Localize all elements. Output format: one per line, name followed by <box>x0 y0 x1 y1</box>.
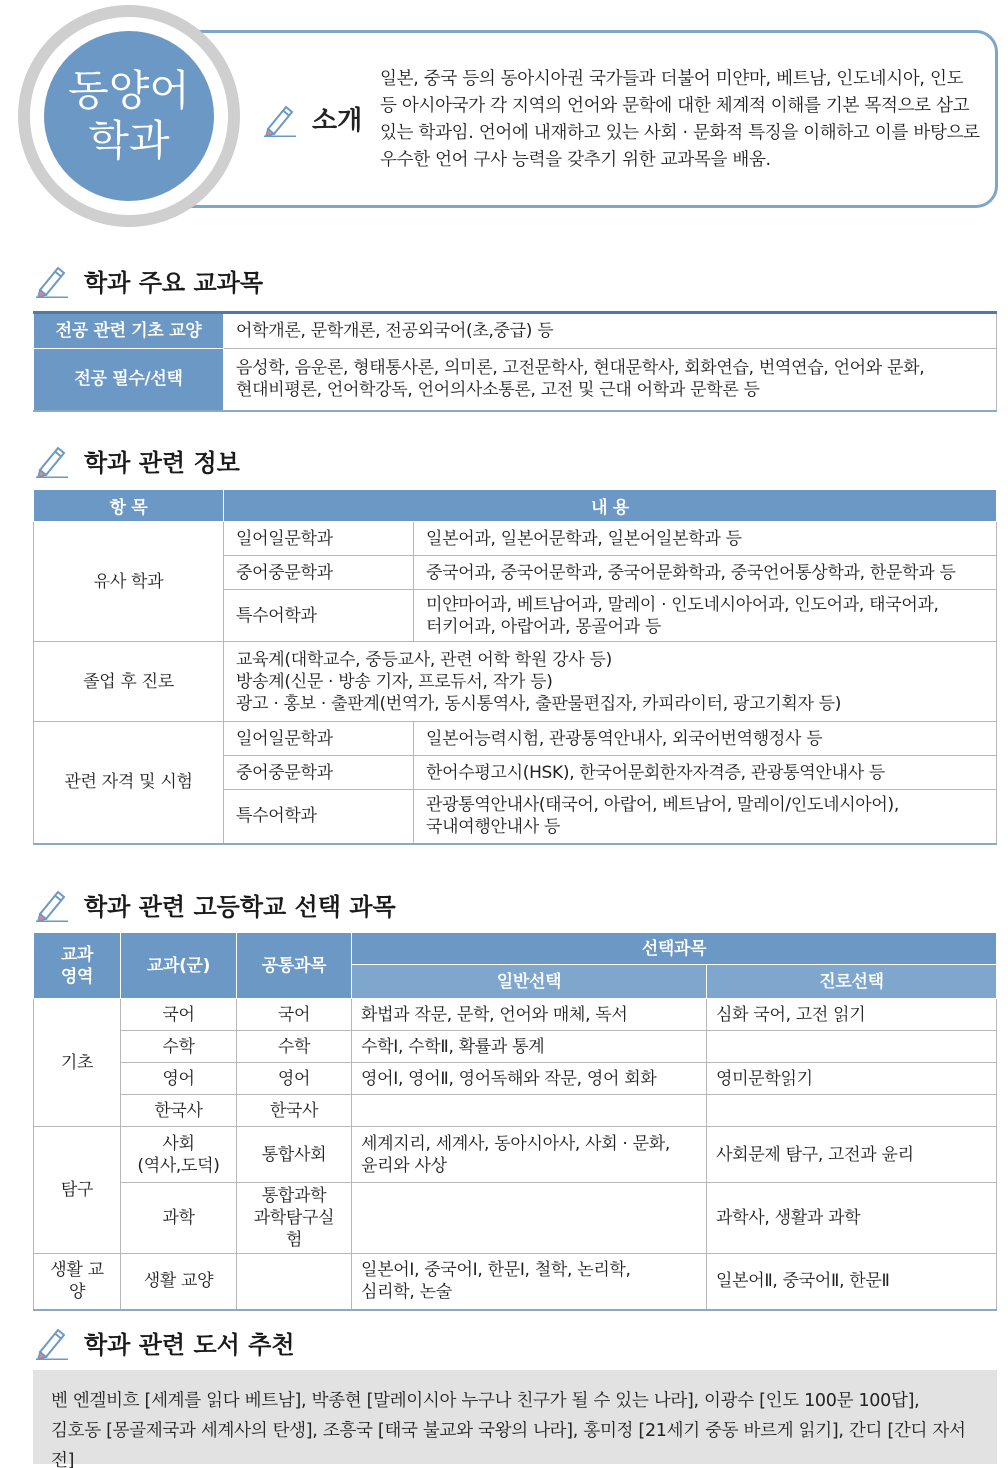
career-elective: 일본어Ⅱ, 중국어Ⅱ, 한문Ⅱ <box>707 1254 997 1310</box>
general-elective-line: 심리학, 논술 <box>361 1282 452 1303</box>
career-elective: 과학사, 생활과 과학 <box>707 1183 997 1254</box>
area-inquiry: 탐구 <box>34 1127 121 1254</box>
column-header-career: 진로선택 <box>707 965 997 999</box>
section-heading-main-courses <box>34 262 263 298</box>
career-elective: 심화 국어, 고전 읽기 <box>707 999 997 1031</box>
table-row <box>34 642 997 722</box>
general-elective-line: 일본어Ⅰ, 중국어Ⅰ, 한문Ⅰ, 철학, 논리학, <box>361 1260 631 1281</box>
section-title: 학과 관련 고등학교 선택 과목 <box>84 892 396 921</box>
intro-description: 일본, 중국 등의 동아시아권 국가들과 더불어 미얀마, 베트남, 인도네시아, 인도 등 아시아국가 각 지역의 언어와 문학에 대한 체계적 이해를 기본 목적으로 삼고 있는 학과임. 언어에 내재하고 있는 사회 · 문화적 특징을 이해하고 이를 바탕으로 우수한 언어 구사 능력을 갖추기 위한 교과목을 배움. <box>380 69 980 170</box>
cert-value <box>414 790 997 844</box>
common-subject <box>237 1183 352 1254</box>
general-elective <box>352 1095 707 1127</box>
subject-group: 수학 <box>121 1031 237 1063</box>
subject-group: 한국사 <box>121 1095 237 1127</box>
common-subject: 영어 <box>237 1063 352 1095</box>
subject-group <box>121 1127 237 1183</box>
career-value <box>224 642 997 722</box>
cert-value: 한어수평고시(HSK), 한국어문회한자자격증, 관광통역안내사 등 <box>414 756 997 790</box>
career-elective <box>707 1095 997 1127</box>
related-info-table <box>33 489 997 845</box>
career-elective: 영미문학읽기 <box>707 1063 997 1095</box>
table-row <box>34 1183 997 1254</box>
header-text: 영역 <box>60 966 94 987</box>
intro-label <box>262 100 362 137</box>
basic-courses-label: 전공 관련 기초 교양 <box>34 313 224 349</box>
area-life: 생활 교양 <box>34 1254 121 1310</box>
common-subject: 한국사 <box>237 1095 352 1127</box>
common-subject <box>237 1254 352 1310</box>
book-recommendations <box>33 1370 997 1468</box>
basic-courses-value: 어학개론, 문학개론, 전공외국어(초,중급) 등 <box>224 313 997 349</box>
dept-value: 중국어과, 중국어문학과, 중국어문화학과, 중국언어통상학과, 한문학과 등 <box>414 556 997 590</box>
column-header-elective: 선택과목 <box>352 933 997 965</box>
major-courses-label: 전공 필수/선택 <box>34 349 224 411</box>
header-text: 교과 <box>60 944 94 965</box>
common-subject: 국어 <box>237 999 352 1031</box>
general-elective <box>352 1127 707 1183</box>
table-row <box>34 1254 997 1310</box>
column-header-area <box>34 933 121 999</box>
career-line: 교육계(대학교수, 중등교사, 관련 어학 학원 강사 등) <box>236 649 612 670</box>
career-elective: 사회문제 탐구, 고전과 윤리 <box>707 1127 997 1183</box>
column-header-content: 내 용 <box>224 490 997 522</box>
table-row <box>34 522 997 556</box>
table-row <box>34 313 997 349</box>
major-courses-line: 현대비평론, 언어학강독, 언어의사소통론, 고전 및 근대 어학과 문학론 등 <box>236 380 760 401</box>
career-elective <box>707 1031 997 1063</box>
general-elective: 영어Ⅰ, 영어Ⅱ, 영어독해와 작문, 영어 회화 <box>352 1063 707 1095</box>
general-elective-line: 윤리와 사상 <box>361 1155 447 1176</box>
column-header-common: 공통과목 <box>237 933 352 999</box>
section-title: 학과 관련 도서 추천 <box>84 1330 295 1359</box>
common-subject-line: 과학탐구실험 <box>253 1208 335 1250</box>
dept-name: 특수어학과 <box>224 790 414 844</box>
cert-value-line: 관광통역안내사(태국어, 아랍어, 베트남어, 말레이/인도네시아어), <box>426 795 899 816</box>
similar-dept-label: 유사 학과 <box>34 522 224 642</box>
general-elective: 수학Ⅰ, 수학Ⅱ, 확률과 통계 <box>352 1031 707 1063</box>
table-row <box>34 1063 997 1095</box>
cert-value: 일본어능력시험, 관광통역안내사, 외국어번역행정사 등 <box>414 722 997 756</box>
intro-label-text: 소개 <box>312 106 363 136</box>
dept-name: 특수어학과 <box>224 590 414 642</box>
subject-group: 영어 <box>121 1063 237 1095</box>
subject-group: 국어 <box>121 999 237 1031</box>
column-header-item: 항 목 <box>34 490 224 522</box>
subject-group: 과학 <box>121 1183 237 1254</box>
dept-value-line: 터키어과, 아랍어과, 몽골어과 등 <box>426 616 662 637</box>
general-elective <box>352 1254 707 1310</box>
section-title: 학과 관련 정보 <box>84 448 240 477</box>
dept-name: 중어중문학과 <box>224 756 414 790</box>
dept-value <box>414 590 997 642</box>
department-title-line1: 동양어 <box>68 66 190 115</box>
table-header-row <box>34 490 997 522</box>
pencil-icon <box>34 442 70 478</box>
column-header-general: 일반선택 <box>352 965 707 999</box>
career-label: 졸업 후 진로 <box>34 642 224 722</box>
dept-value: 일본어과, 일본어문학과, 일본어일본학과 등 <box>414 522 997 556</box>
dept-name: 일어일문학과 <box>224 722 414 756</box>
table-row <box>34 349 997 411</box>
career-line: 광고 · 홍보 · 출판계(번역가, 동시통역사, 출판물편집자, 카피라이터, 광고기획자 등) <box>236 693 842 714</box>
table-row <box>34 1095 997 1127</box>
department-title-line2: 학과 <box>88 116 170 165</box>
pencil-icon <box>34 262 70 298</box>
general-elective: 화법과 작문, 문학, 언어와 매체, 독서 <box>352 999 707 1031</box>
main-courses-table <box>33 311 997 412</box>
pencil-icon <box>262 101 298 137</box>
dept-name: 일어일문학과 <box>224 522 414 556</box>
section-heading-hs-subjects <box>34 886 396 922</box>
pencil-icon <box>34 1324 70 1360</box>
cert-label: 관련 자격 및 시험 <box>34 722 224 844</box>
table-row <box>34 722 997 756</box>
area-basic: 기초 <box>34 999 121 1127</box>
table-row <box>34 1031 997 1063</box>
general-elective <box>352 1183 707 1254</box>
subject-group-line: (역사,도덕) <box>137 1155 220 1176</box>
section-heading-related-info <box>34 442 240 478</box>
pencil-icon <box>34 886 70 922</box>
major-courses-value <box>224 349 997 411</box>
section-heading-books <box>34 1324 295 1360</box>
career-line: 방송계(신문 · 방송 기자, 프로듀서, 작가 등) <box>236 671 553 692</box>
book-line: 벤 엔겔비흐 [세계를 읽다 베트남], 박종현 [말레이시아 누구나 친구가 될 수 있는 나라], 이광수 [인도 100문 100답], <box>51 1391 920 1411</box>
common-subject: 수학 <box>237 1031 352 1063</box>
subject-group: 생활 교양 <box>121 1254 237 1310</box>
book-line: 김호동 [몽골제국과 세계사의 탄생], 조흥국 [태국 불교와 국왕의 나라], 홍미정 [21세기 중동 바르게 읽기], 간디 [간디 자서전] <box>51 1421 966 1468</box>
common-subject: 통합사회 <box>237 1127 352 1183</box>
section-title: 학과 주요 교과목 <box>84 268 263 297</box>
table-row <box>34 1127 997 1183</box>
hs-subjects-table <box>33 932 997 1311</box>
common-subject-line: 통합과학 <box>261 1186 327 1206</box>
dept-value-line: 미얀마어과, 베트남어과, 말레이 · 인도네시아어과, 인도어과, 태국어과, <box>426 594 939 615</box>
table-header-row <box>34 933 997 965</box>
dept-name: 중어중문학과 <box>224 556 414 590</box>
major-courses-line: 음성학, 음운론, 형태통사론, 의미론, 고전문학사, 현대문학사, 회화연습, 번역연습, 언어와 문화, <box>236 358 925 379</box>
subject-group-line: 사회 <box>162 1133 195 1154</box>
cert-value-line: 국내여행안내사 등 <box>426 817 561 838</box>
department-title-badge <box>44 31 214 201</box>
table-row <box>34 999 997 1031</box>
general-elective-line: 세계지리, 세계사, 동아시아사, 사회 · 문화, <box>361 1133 670 1154</box>
column-header-group: 교과(군) <box>121 933 237 999</box>
